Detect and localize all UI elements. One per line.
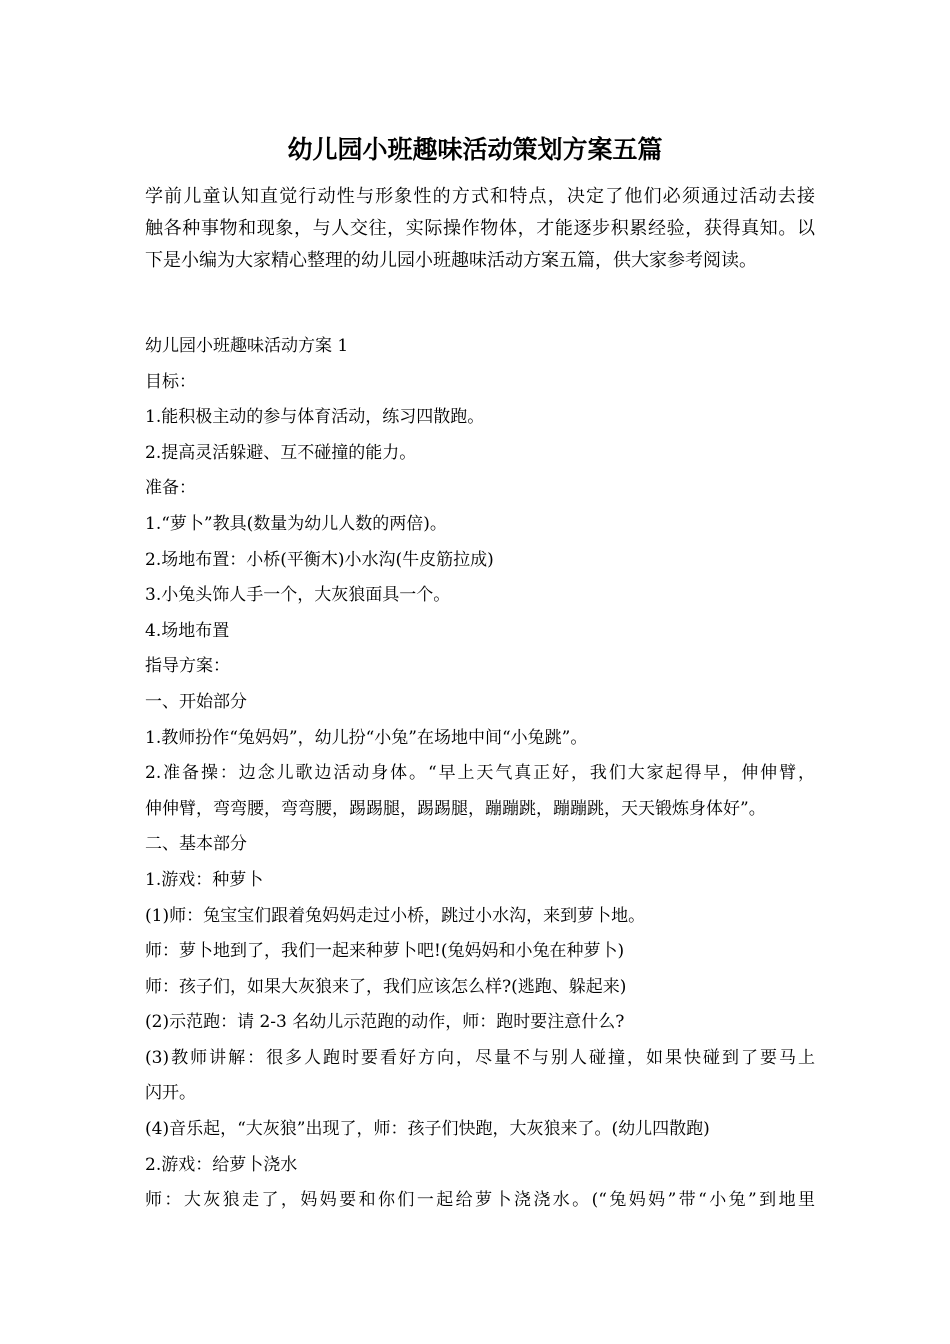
body-line: 师：孩子们，如果大灰狼来了，我们应该怎么样?(逃跑、躲起来) <box>145 976 627 997</box>
body-line: 1.游戏：种萝卜 <box>145 869 264 890</box>
body-line: 二、基本部分 <box>145 834 247 855</box>
document-title: 幼儿园小班趣味活动策划方案五篇 <box>287 135 663 164</box>
body-line: (3)教师讲解：很多人跑时要看好方向，尽量不与别人碰撞，如果快碰到了要马上 <box>145 1047 815 1068</box>
body-line: 指导方案： <box>145 656 230 677</box>
body-line: 师：大灰狼走了，妈妈要和你们一起给萝卜浇浇水。(“兔妈妈”带“小兔”到地里 <box>145 1190 815 1211</box>
body-line: 一、开始部分 <box>145 691 247 712</box>
body-line: 2.提高灵活躲避、互不碰撞的能力。 <box>145 442 417 463</box>
body-line: 2.场地布置：小桥(平衡木)小水沟(牛皮筋拉成) <box>145 549 494 570</box>
body-line: 师：萝卜地到了，我们一起来种萝卜吧!(兔妈妈和小兔在种萝卜) <box>145 941 625 962</box>
intro-line: 下是小编为大家精心整理的幼儿园小班趣味活动方案五篇，供大家参考阅读。 <box>145 250 757 271</box>
body-line: 4.场地布置 <box>145 620 230 641</box>
section-heading: 幼儿园小班趣味活动方案 1 <box>145 336 349 356</box>
body-line: (1)师：兔宝宝们跟着兔妈妈走过小桥，跳过小水沟，来到萝卜地。 <box>145 905 646 926</box>
body-line: 1.能积极主动的参与体育活动，练习四散跑。 <box>145 407 485 428</box>
intro-line: 学前儿童认知直觉行动性与形象性的方式和特点，决定了他们必须通过活动去接 <box>145 186 815 207</box>
body-line: 目标： <box>145 371 196 392</box>
document-body <box>145 329 815 1219</box>
body-line: (2)示范跑：请 2-3 名幼儿示范跑的动作，师：跑时要注意什么? <box>145 1012 625 1033</box>
intro-paragraph <box>145 181 815 277</box>
body-line: 2.准备操：边念儿歌边活动身体。“早上天气真正好，我们大家起得早，伸伸臂， <box>145 763 815 784</box>
body-line: 1.“萝卜”教具(数量为幼儿人数的两倍)。 <box>145 513 447 534</box>
body-line: 伸伸臂，弯弯腰，弯弯腰，踢踢腿，踢踢腿，蹦蹦跳，蹦蹦跳，天天锻炼身体好”。 <box>145 798 766 819</box>
intro-line: 触各种事物和现象，与人交往，实际操作物体，才能逐步积累经验，获得真知。以 <box>145 218 815 239</box>
body-line: 闪开。 <box>145 1083 196 1104</box>
body-line: 2.游戏：给萝卜浇水 <box>145 1154 298 1175</box>
body-line: 3.小兔头饰人手一个，大灰狼面具一个。 <box>145 585 451 606</box>
body-line: 准备： <box>145 478 196 499</box>
body-line: 1.教师扮作“兔妈妈”，幼儿扮“小兔”在场地中间“小兔跳”。 <box>145 727 588 748</box>
body-line: (4)音乐起，“大灰狼”出现了，师：孩子们快跑，大灰狼来了。(幼儿四散跑) <box>145 1119 710 1140</box>
